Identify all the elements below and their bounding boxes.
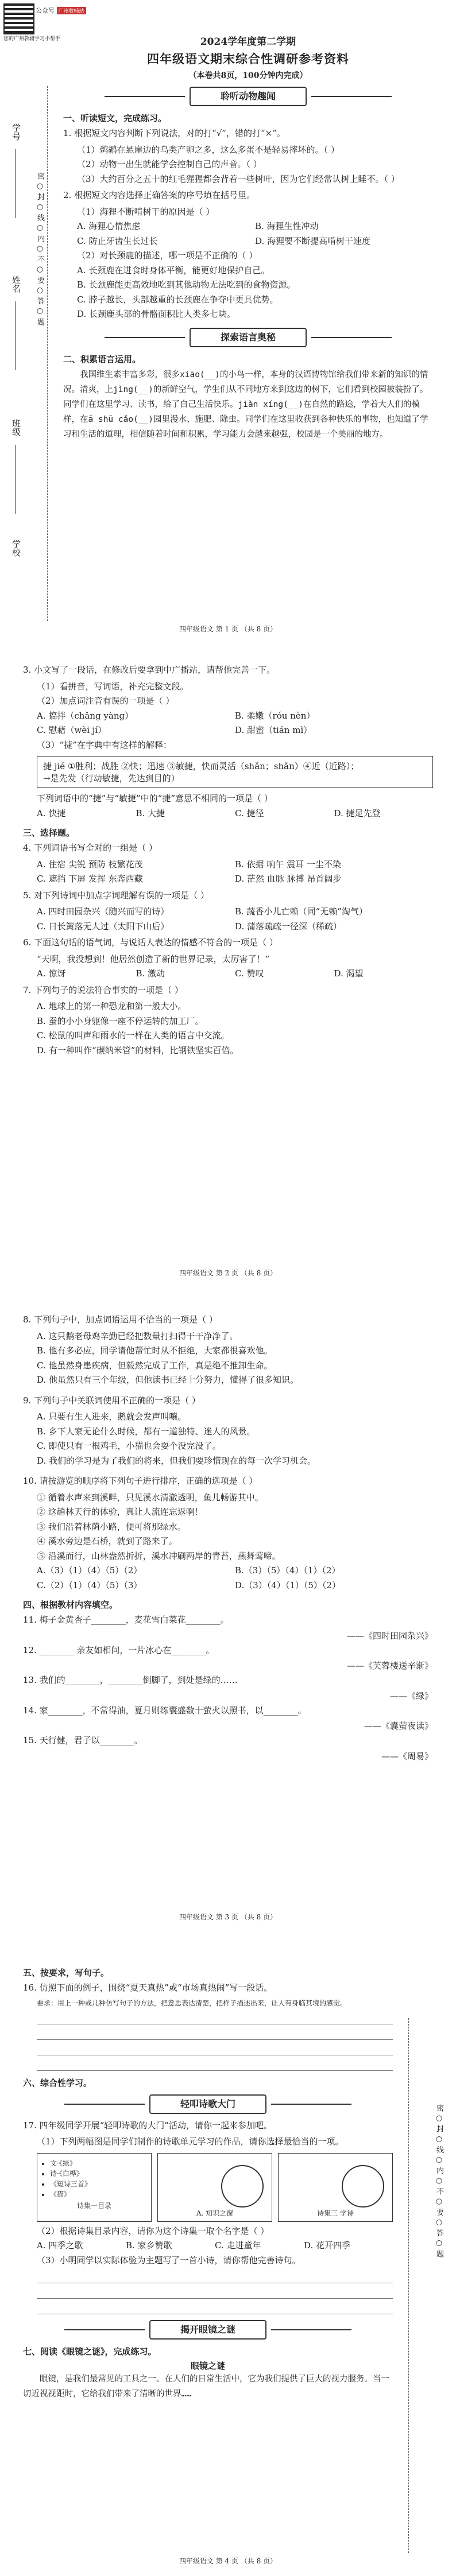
option[interactable]: C. 遮挡 下屏 发挥 东奔西藏 bbox=[37, 874, 143, 884]
option[interactable]: D. 花开四季 bbox=[304, 2240, 351, 2251]
page-4 bbox=[0, 1932, 456, 2576]
poster-caption: 诗集一目录 bbox=[76, 2201, 111, 2210]
question-item: 下列词语中的“捷”与“敏捷”中的“捷”意思不相同的一项是（ ） bbox=[37, 793, 273, 804]
seal-dash-line bbox=[47, 86, 48, 621]
question-item: （1）海狸不断啃树干的原因是（ ） bbox=[77, 206, 215, 217]
reading-passage: 我国维生素丰富多彩，很多xiāo(__)的小鸟一样，本身的汉语博物馆给我们带来新的知识的情况。清爽，上jìng(__)的新鲜空气，学生们从不同地方来到这边的树下，它们看到校园被装扮了。同学们在这里学习、读书，给了自己生活快乐。jiàn xíng(__)在自然的路途，学着大人们的模样，在ā shū cǎo(__)园里漫水、施肥、除虫。同学们在这里收获到各种快乐的事物，也知道了学习和生活的道理，相信随着时间和积累，学习能力会越来越强，校园是一个美丽的地方。 bbox=[63, 370, 428, 439]
sentence-item: ② 这趟林天行的体验，真让人流连忘返啊！ bbox=[37, 1507, 203, 1517]
field-name: 姓名 bbox=[11, 276, 21, 293]
field-line bbox=[15, 149, 16, 218]
poster-contents bbox=[37, 2153, 152, 2222]
option[interactable]: D. 茫然 血脉 脉搏 昂首阔步 bbox=[235, 874, 342, 884]
option[interactable]: B. 大捷 bbox=[136, 808, 165, 818]
option[interactable]: A.（3）（1）（4）（5）（2） bbox=[37, 1565, 142, 1576]
dictionary-box bbox=[37, 756, 433, 788]
question-6: 6. 下面这句话的语气词，与说话人表达的情感不符合的一项是（ ） bbox=[23, 937, 278, 948]
sentence-item: ① 循着水声来到溪畔，只见溪水清澈透明，鱼儿畅游其中。 bbox=[37, 1492, 264, 1503]
poster-entry: • 《短诗三首》 bbox=[50, 2179, 148, 2189]
field-line bbox=[15, 301, 16, 370]
seal-line-text: 密 ○ 封 ○ 线 ○ 内 ○ 不 ○ 要 ○ 答 ○ 题 bbox=[435, 2104, 443, 2257]
section-banner: 揭开眼镜之谜 bbox=[149, 2320, 266, 2340]
question-4: 4. 下列词语书写全对的一组是（ ） bbox=[23, 843, 157, 853]
section-heading: 一、听读短文，完成练习。 bbox=[63, 113, 167, 123]
field-student-id: 学号 bbox=[11, 123, 21, 141]
sentence-item: ⑤ 沿溪而行，山林盎然折折，溪水冲刷两岸的青苔，燕舞莺啼。 bbox=[37, 1550, 281, 1561]
question-item: （2）根据诗集目录内容，请你为这个诗集一取个名字是（ ） bbox=[37, 2225, 269, 2236]
question-1: 1. 根据短文内容判断下列说法，对的打“√”，错的打“×”。 bbox=[63, 128, 285, 138]
dictionary-entry: →是先发（行动敏捷，先达到目的） bbox=[43, 773, 180, 783]
binding-gutter bbox=[0, 0, 52, 644]
question-13: 13. 我们的________，________倒脚了，到处是绿的…… bbox=[23, 1675, 238, 1685]
section-banner: 聆听动物趣闻 bbox=[190, 87, 307, 106]
option[interactable]: A. 惊讶 bbox=[37, 968, 66, 979]
question-item: （1）鹈鹕在悬崖边的乌类产卵之多，这么多蛋不是轻易摔坏的。（ ） bbox=[77, 144, 339, 155]
field-line bbox=[15, 445, 16, 514]
question-item: （3）“捷”在字典中有这样的解释： bbox=[37, 739, 172, 750]
question-item: （2）对长颈鹿的描述，哪一项是不正确的（ ） bbox=[77, 250, 258, 261]
source-citation: ——《芙蓉楼送辛渐》 bbox=[346, 1661, 433, 1671]
poster-row bbox=[37, 2153, 393, 2222]
option[interactable]: A. 快捷 bbox=[37, 808, 66, 818]
article-text: 眼镜，是我们最常见的工具之一。在人们的日常生活中，它为我们提供了巨大的视力服务。当一切近视视距时，它给我们带来了清晰的世界…… bbox=[23, 2375, 389, 2399]
sentence-item: ③ 我们沿着林荫小路，便可将那绿水。 bbox=[37, 1521, 186, 1532]
page-footer: 四年级语文 第 4 页 （共 8 页） bbox=[179, 2557, 277, 2565]
option[interactable]: B. 长颈鹿能更高效地吃到其他动物无法吃到的食物资源。 bbox=[77, 280, 296, 290]
writing-line[interactable] bbox=[37, 2055, 393, 2071]
option[interactable]: D. 捷足先登 bbox=[334, 808, 381, 818]
source-citation: ——《囊萤夜读》 bbox=[364, 1721, 433, 1731]
section-heading: 四、根据教材内容填空。 bbox=[23, 1600, 118, 1610]
question-5: 5. 对下列诗词中加点字词理解有误的一项是（ ） bbox=[23, 890, 209, 901]
question-hint: 要求：用上一种或几种仿写句子的方法，把意思表达清楚，把样子描述出来，让人有身临其境的感觉。 bbox=[37, 1999, 347, 2007]
option[interactable]: C. 走进童年 bbox=[215, 2240, 261, 2251]
question-3: 3. 小文写了一段话，在修改后要拿到中广播站，请帮他完善一下。 bbox=[23, 665, 276, 675]
quote-text: “天啊，我没想到！他居然创造了新的世界记录，太厉害了！” bbox=[37, 953, 270, 964]
option[interactable]: A. 地球上的第一种恐龙和第一般大小。 bbox=[37, 1001, 187, 1011]
illustration-circle bbox=[221, 2165, 264, 2208]
seal-line-text: 密 ○ 封 ○ 线 ○ 内 ○ 不 ○ 要 ○ 答 ○ 题 bbox=[36, 172, 44, 325]
option[interactable]: B. 海狸生性冲动 bbox=[255, 221, 319, 231]
binding-gutter bbox=[404, 1932, 456, 2576]
question-10: 10. 请按游览的顺序将下列句子进行排序，正确的选项是（ ） bbox=[23, 1476, 258, 1486]
option[interactable]: A. 只要有生人进来，鹅就会发声叫嚷。 bbox=[37, 1411, 187, 1422]
question-item: （3）小明同学以实际体验为主题写了一首小诗，请你帮他完善诗句。 bbox=[37, 2255, 301, 2265]
section-heading: 七、阅读《眼镜之谜》，完成练习。 bbox=[23, 2346, 157, 2357]
option-list bbox=[23, 967, 433, 981]
poster-illustration bbox=[157, 2153, 272, 2222]
page-footer: 四年级语文 第 3 页 （共 8 页） bbox=[179, 1913, 277, 1921]
option[interactable]: B. 柔嫩（róu nèn） bbox=[235, 710, 315, 721]
source-citation: ——《四时田园杂兴》 bbox=[346, 1630, 433, 1641]
page-footer: 四年级语文 第 1 页 （共 8 页） bbox=[179, 625, 277, 633]
option[interactable]: D. 甜蜜（tián mì） bbox=[235, 725, 312, 735]
option[interactable]: D. 有一种叫作“碳纳米管”的材料，比钢铁坚实百倍。 bbox=[37, 1045, 239, 1056]
qr-sub: 您的广州教辅学习小帮手 bbox=[3, 36, 61, 42]
option-list bbox=[23, 1564, 433, 1593]
question-item: （3）大约百分之五十的红毛猩猩都会背着一些树叶，因为它们经常认树上睡不。（ ） bbox=[77, 173, 400, 184]
page-footer: 四年级语文 第 2 页 （共 8 页） bbox=[179, 1269, 277, 1277]
option[interactable]: D. 我们的学习是为了我们的将来，但我们要珍惜现在的每一次学习机会。 bbox=[37, 1455, 316, 1466]
option[interactable]: D.（3）（4）（1）（5）（2） bbox=[235, 1580, 341, 1590]
page-1 bbox=[0, 0, 456, 644]
option[interactable]: C. 松鼠的叫声和雨水的一样在人类的语言中交流。 bbox=[37, 1030, 230, 1041]
option[interactable]: C. 即使只有一根鸡毛，小猫也会耍个没完没了。 bbox=[37, 1441, 221, 1451]
page-2 bbox=[0, 644, 456, 1288]
section-heading: 三、选择题。 bbox=[23, 828, 75, 838]
section-banner: 轻叩诗歌大门 bbox=[149, 2094, 266, 2114]
poster-caption: A. 知识之窗 bbox=[196, 2209, 234, 2217]
writing-line[interactable] bbox=[37, 2009, 393, 2024]
option[interactable]: A. 搞拌（chǎng yàng） bbox=[37, 710, 134, 721]
seal-dash-line bbox=[408, 2018, 409, 2553]
source-citation: ——《绿》 bbox=[389, 1690, 433, 1701]
section-heading: 六、综合性学习。 bbox=[23, 2077, 92, 2088]
question-14: 14. 家________，不常得油，夏月则练囊盛数十萤火以照书，以________。 bbox=[23, 1705, 307, 1716]
option[interactable]: B. 乡下人家无论什么时候，都有一道独特、迷人的风景。 bbox=[37, 1426, 256, 1437]
question-item: （1）看拼音，写词语，补充完整文段。 bbox=[37, 681, 189, 692]
option[interactable]: B. 家乡赞歌 bbox=[126, 2240, 172, 2251]
field-school: 学校 bbox=[11, 540, 21, 557]
option[interactable]: A. 四时田园杂兴（随兴而写的诗） bbox=[37, 906, 169, 917]
poster-entry: • 文·《绿》 bbox=[50, 2158, 148, 2168]
section-banner: 探索语言奥秘 bbox=[190, 328, 307, 347]
dictionary-entry: 捷 jié ①胜利；战胜 ②快；迅速 ③敏捷，快而灵活（shǎn；shǎn）④近（近路）； bbox=[43, 761, 360, 771]
option[interactable]: C. 他虽然身患疾病，但毅然完成了工作，真是绝不推卸生命。 bbox=[37, 1360, 273, 1371]
question-item: （1）下列两幅图是同学们制作的诗歌单元学习的作品，请你选择最恰当的一项。 bbox=[37, 2136, 344, 2147]
question-12: 12. ________ 亲友如相问，一片冰心在________。 bbox=[23, 1644, 215, 1655]
option[interactable]: A. 住宿 尖锐 预防 枝繁花茂 bbox=[37, 859, 143, 870]
question-16: 16. 仿照下面的例子，围绕“夏天真热”或“市场真热闹”写一段话。 bbox=[23, 1983, 273, 1993]
qr-tag: 广州教辅站 bbox=[57, 7, 86, 14]
option[interactable]: A. 长颈鹿在进食时身体平衡，能更好地保护自己。 bbox=[77, 265, 270, 276]
option[interactable]: B. 蚕的小小身躯像一座不停运转的加工厂。 bbox=[37, 1015, 204, 1026]
poster-caption: 诗集三 学诗 bbox=[317, 2209, 354, 2217]
option-list bbox=[63, 219, 433, 249]
question-2: 2. 根据短文内容选择正确答案的序号填在括号里。 bbox=[63, 190, 256, 200]
source-citation: ——《周易》 bbox=[381, 1751, 433, 1762]
writing-line[interactable] bbox=[37, 2040, 393, 2055]
option[interactable]: C. 日长篱落无人过（太阳下山后） bbox=[37, 921, 169, 932]
field-class: 班级 bbox=[11, 419, 21, 436]
question-17: 17. 四年级同学开展“轻叩诗歌的大门”活动，请你一起来参加吧。 bbox=[23, 2120, 272, 2131]
option[interactable]: B.（3）（5）（4）（1）（2） bbox=[235, 1565, 341, 1576]
section-heading: 五、按要求，写句子。 bbox=[23, 1968, 110, 1978]
option[interactable]: D. 渴望 bbox=[334, 968, 364, 979]
page-3 bbox=[0, 1288, 456, 1932]
option[interactable]: A. 海狸心情焦虑 bbox=[77, 221, 141, 231]
question-11: 11. 梅子金黄杏子________，麦花雪白菜花________。 bbox=[23, 1615, 229, 1625]
option[interactable]: C. 防止牙齿生长过长 bbox=[77, 235, 158, 246]
question-7: 7. 下列句子的说法符合事实的一项是（ ） bbox=[23, 984, 183, 995]
article-title: 眼镜之谜 bbox=[190, 2361, 225, 2372]
option[interactable]: C. 赞叹 bbox=[235, 968, 264, 979]
exam-year: 2024学年度第二学期 bbox=[200, 36, 296, 48]
option[interactable]: D. 蒲落疏疏一径深（稀疏） bbox=[235, 921, 342, 932]
question-15: 15. 天行健，君子以________。 bbox=[23, 1735, 143, 1745]
qr-caption: 公众号 广州教辅站 bbox=[36, 6, 86, 15]
option[interactable]: C. 慰藉（wèi jí） bbox=[37, 725, 107, 735]
section-heading: 二、积累语言运用。 bbox=[63, 354, 141, 364]
writing-line[interactable] bbox=[37, 2283, 393, 2299]
option[interactable]: C.（2）（1）（4）（5）（3） bbox=[37, 1580, 142, 1590]
option-list bbox=[23, 709, 433, 738]
illustration-circle bbox=[342, 2165, 384, 2208]
exam-note: （本卷共8页，100分钟内完成） bbox=[188, 71, 308, 80]
poster-illustration bbox=[278, 2153, 393, 2222]
option[interactable]: A. 这只鹅老母鸡辛勤已经把数量打扫得干干净净了。 bbox=[37, 1330, 238, 1341]
option-list bbox=[23, 2239, 393, 2253]
question-8: 8. 下列句子中，加点词语运用不恰当的一项是（ ） bbox=[23, 1314, 218, 1325]
option[interactable]: D. 长颈鹿头部的骨骼面积比人类多七块。 bbox=[77, 309, 236, 319]
option[interactable]: B. 他有多必应，同学请他帮忙时从不拒绝，大家都很喜欢他。 bbox=[37, 1345, 273, 1356]
option[interactable]: C. 捷径 bbox=[235, 808, 264, 818]
writing-line[interactable] bbox=[37, 2024, 393, 2040]
option[interactable]: D. 他虽然只有三个年级，但他读书已经十分努力，懂得了很多知识。 bbox=[37, 1375, 299, 1385]
writing-line[interactable] bbox=[37, 2299, 393, 2314]
option-list bbox=[23, 858, 433, 887]
question-item: （2）加点词注音有误的一项是（ ） bbox=[37, 696, 175, 706]
option[interactable]: B. 蔬香小儿亡赖（同“无赖”淘气） bbox=[235, 906, 368, 917]
poster-entry: • 《猫》 bbox=[50, 2189, 148, 2199]
option[interactable]: B. 依据 响午 震耳 一尘不染 bbox=[235, 859, 341, 870]
option[interactable]: D. 海狸要不断提高啃树干速度 bbox=[255, 235, 371, 246]
option-list bbox=[23, 905, 433, 934]
poster-entry: • 诗·《白桦》 bbox=[50, 2168, 148, 2179]
question-9: 9. 下列句子中关联词使用不正确的一项是（ ） bbox=[23, 1395, 200, 1406]
sentence-item: ④ 溪水旁边是石桥，就到了路来了。 bbox=[37, 1536, 177, 1546]
writing-line[interactable] bbox=[37, 2268, 393, 2283]
question-item: （2）动物一出生就能学会控制自己的声音。（ ） bbox=[77, 159, 262, 169]
option[interactable]: C. 脖子越长，头部越重的长颈鹿在争夺中更具优势。 bbox=[77, 294, 279, 305]
option[interactable]: A. 四季之歌 bbox=[37, 2240, 83, 2251]
exam-title: 四年级语文期末综合性调研参考资料 bbox=[147, 52, 349, 66]
option-list bbox=[23, 806, 433, 821]
option[interactable]: B. 激动 bbox=[136, 968, 165, 979]
